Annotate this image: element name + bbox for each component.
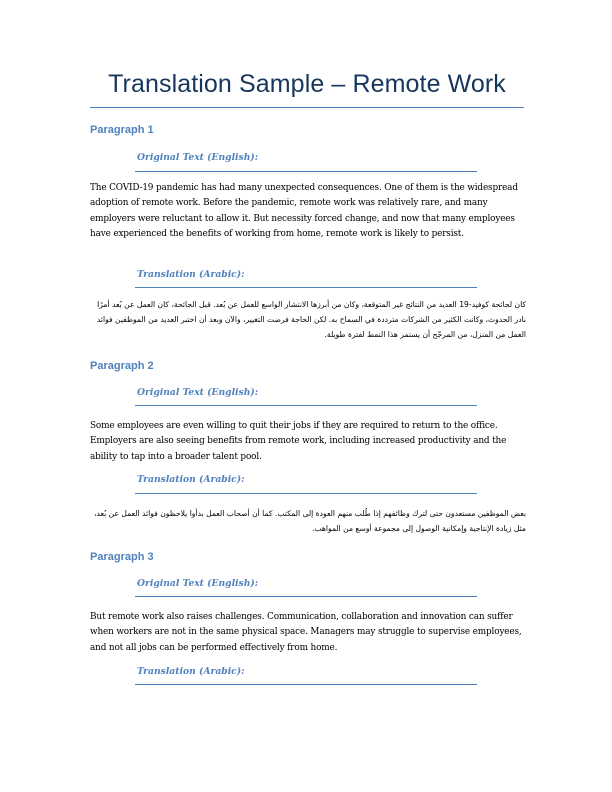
paragraph-2-original-label: Original Text (English): — [137, 387, 259, 398]
paragraph-1-original-label: Original Text (English): — [137, 152, 259, 163]
paragraph-1-translation-divider — [135, 287, 477, 288]
paragraph-3-translation-label: Translation (Arabic): — [137, 666, 245, 677]
paragraph-1-arabic-text: كان لجائحة كوفيد-19 العديد من النتائج غير المتوقعة، وكان من أبرزها الانتشار الواسع للعمل عن بُعد. قبل الجائحة، كان العمل عن بُعد أمرًا نادر الحدوث، وكانت الكثير من الشركات مترددة في السماح به. لكن الحاجة فرضت التغيير، والآن وبعد أن اختبر العديد من الموظفين فوائد العمل من المنزل، من المرجّح أن يستمر هذا النمط لفترة طويلة. — [96, 300, 526, 340]
paragraph-3-original-divider — [135, 596, 477, 597]
paragraph-2-original-divider — [135, 405, 477, 406]
paragraph-1-english-text: The COVID-19 pandemic has had many unexpected consequences. One of them is the widespread adoption of remote work. Before the pandemic, remote work was relatively rare, and many employers were reluctant to allow it. But necessity forced change, and now that many employees have experienced the benefits of working from home, remote work is likely to persist. — [90, 183, 518, 240]
title-divider — [90, 107, 524, 108]
document-title: Translation Sample – Remote Work — [108, 70, 506, 98]
paragraph-2-heading: Paragraph 2 — [90, 360, 154, 372]
paragraph-1-translation-label: Translation (Arabic): — [137, 269, 245, 280]
paragraph-2-translation-divider — [135, 493, 477, 494]
paragraph-3-translation-divider — [135, 684, 477, 685]
paragraph-1-original-divider — [135, 171, 477, 172]
paragraph-3-heading: Paragraph 3 — [90, 551, 154, 563]
paragraph-3-english-text: But remote work also raises challenges. Communication, collaboration and innovation can suffer when workers are not in the same physical space. Managers may struggle to supervise employees, and not all jobs can be performed effectively from home. — [90, 612, 522, 653]
paragraph-2-arabic-text: بعض الموظفين مستعدون حتى لترك وظائفهم إذا طُلب منهم العودة إلى المكتب. كما أن أصحاب العمل بدأوا يلاحظون فوائد العمل عن بُعد، مثل زيادة الإنتاجية وإمكانية الوصول إلى مجموعة أوسع من المواهب. — [94, 509, 526, 534]
paragraph-1-heading: Paragraph 1 — [90, 124, 154, 136]
paragraph-3-original-label: Original Text (English): — [137, 578, 259, 589]
paragraph-2-english-text: Some employees are even willing to quit their jobs if they are required to return to the office. Employers are also seeing benefits from remote work, including increased productivity and the ability to tap into a broader talent pool. — [90, 421, 507, 462]
paragraph-2-translation-label: Translation (Arabic): — [137, 474, 245, 485]
